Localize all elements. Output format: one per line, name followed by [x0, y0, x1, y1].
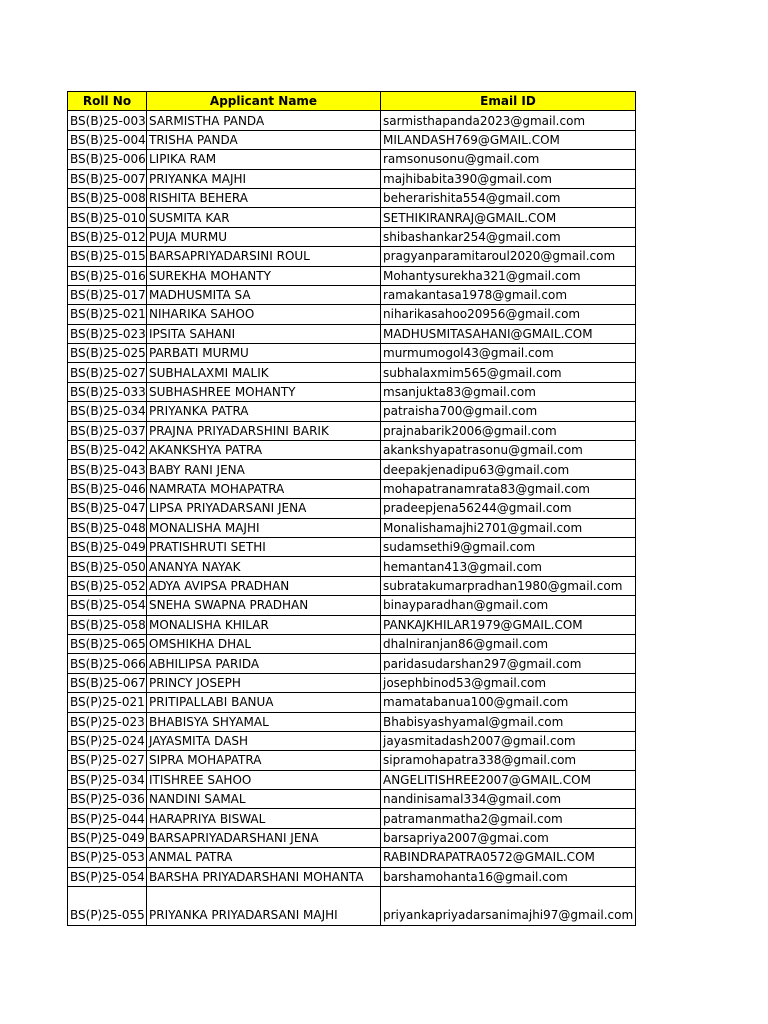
applicant-name-cell[interactable]: OMSHIKHA DHAL	[147, 634, 381, 653]
roll-no-cell[interactable]: BS(B)25-058	[68, 615, 147, 634]
email-cell[interactable]: ramakantasa1978@gmail.com	[381, 285, 636, 304]
email-cell[interactable]: shibashankar254@gmail.com	[381, 227, 636, 246]
roll-no-cell[interactable]: BS(B)25-042	[68, 441, 147, 460]
table-row	[68, 479, 636, 498]
email-cell[interactable]: sipramohapatra338@gmail.com	[381, 751, 636, 770]
email-cell[interactable]: nandinisamal334@gmail.com	[381, 790, 636, 809]
table-row	[68, 247, 636, 266]
email-cell[interactable]: hemantan413@gmail.com	[381, 557, 636, 576]
email-cell[interactable]: paridasudarshan297@gmail.com	[381, 654, 636, 673]
table-row	[68, 363, 636, 382]
email-cell[interactable]: sarmisthapanda2023@gmail.com	[381, 111, 636, 130]
table-row	[68, 770, 636, 789]
applicant-name-cell[interactable]: ADYA AVIPSA PRADHAN	[147, 576, 381, 595]
email-cell[interactable]: Mohantysurekha321@gmail.com	[381, 266, 636, 285]
table-row	[68, 537, 636, 556]
applicant-name-cell[interactable]: NAMRATA MOHAPATRA	[147, 479, 381, 498]
applicant-name-cell[interactable]: NIHARIKA SAHOO	[147, 305, 381, 324]
table-row	[68, 557, 636, 576]
table-row	[68, 111, 636, 130]
roll-no-cell[interactable]: BS(B)25-047	[68, 499, 147, 518]
roll-no-cell[interactable]: BS(P)25-021	[68, 693, 147, 712]
roll-no-cell[interactable]: BS(P)25-054	[68, 867, 147, 886]
email-cell[interactable]: majhibabita390@gmail.com	[381, 169, 636, 188]
email-cell[interactable]: pragyanparamitaroul2020@gmail.com	[381, 247, 636, 266]
roll-no-cell[interactable]: BS(B)25-046	[68, 479, 147, 498]
table-row	[68, 634, 636, 653]
table-row	[68, 790, 636, 809]
email-cell[interactable]: ramsonusonu@gmail.com	[381, 150, 636, 169]
roll-no-cell[interactable]: BS(B)25-017	[68, 285, 147, 304]
roll-no-cell[interactable]: BS(B)25-012	[68, 227, 147, 246]
table-row	[68, 266, 636, 285]
table-row	[68, 518, 636, 537]
table-row	[68, 654, 636, 673]
roll-no-cell[interactable]: BS(P)25-023	[68, 712, 147, 731]
email-cell[interactable]: dhalniranjan86@gmail.com	[381, 634, 636, 653]
roll-no-cell[interactable]: BS(B)25-034	[68, 402, 147, 421]
table-row	[68, 130, 636, 149]
roll-no-cell[interactable]: BS(B)25-007	[68, 169, 147, 188]
email-cell[interactable]: josephbinod53@gmail.com	[381, 673, 636, 692]
applicant-name-cell[interactable]: NANDINI SAMAL	[147, 790, 381, 809]
roll-no-cell[interactable]: BS(B)25-023	[68, 324, 147, 343]
applicant-name-cell[interactable]: BHABISYA SHYAMAL	[147, 712, 381, 731]
roll-no-cell[interactable]: BS(B)25-066	[68, 654, 147, 673]
roll-no-cell[interactable]: BS(B)25-006	[68, 150, 147, 169]
roll-no-cell[interactable]: BS(P)25-034	[68, 770, 147, 789]
roll-no-cell[interactable]: BS(B)25-015	[68, 247, 147, 266]
header-applicant-name[interactable]: Applicant Name	[147, 92, 381, 111]
table-row	[68, 441, 636, 460]
roll-no-cell[interactable]: BS(B)25-004	[68, 130, 147, 149]
applicant-name-cell[interactable]: PARBATI MURMU	[147, 344, 381, 363]
email-cell[interactable]: patramanmatha2@gmail.com	[381, 809, 636, 828]
roll-no-cell[interactable]: BS(B)25-050	[68, 557, 147, 576]
applicant-name-cell[interactable]: PRINCY JOSEPH	[147, 673, 381, 692]
applicant-table	[67, 91, 636, 926]
email-cell[interactable]: RABINDRAPATRA0572@GMAIL.COM	[381, 848, 636, 867]
roll-no-cell[interactable]: BS(B)25-065	[68, 634, 147, 653]
roll-no-cell[interactable]: BS(P)25-053	[68, 848, 147, 867]
applicant-name-cell[interactable]: ANANYA NAYAK	[147, 557, 381, 576]
table-row	[68, 809, 636, 828]
email-cell[interactable]: SETHIKIRANRAJ@GMAIL.COM	[381, 208, 636, 227]
email-cell[interactable]: barsapriya2007@gmai.com	[381, 828, 636, 847]
table-row	[68, 828, 636, 847]
applicant-name-cell[interactable]: ITISHREE SAHOO	[147, 770, 381, 789]
table-row	[68, 150, 636, 169]
table-row	[68, 499, 636, 518]
applicant-name-cell[interactable]: MONALISHA KHILAR	[147, 615, 381, 634]
table-row	[68, 615, 636, 634]
applicant-name-cell[interactable]: PRIYANKA MAJHI	[147, 169, 381, 188]
email-cell[interactable]: subratakumarpradhan1980@gmail.com	[381, 576, 636, 595]
email-cell[interactable]: subhalaxmim565@gmail.com	[381, 363, 636, 382]
applicant-name-cell[interactable]: BARSAPRIYADARSHANI JENA	[147, 828, 381, 847]
roll-no-cell[interactable]: BS(P)25-024	[68, 731, 147, 750]
roll-no-cell[interactable]: BS(P)25-044	[68, 809, 147, 828]
applicant-name-cell[interactable]: HARAPRIYA BISWAL	[147, 809, 381, 828]
roll-no-cell[interactable]: BS(B)25-049	[68, 537, 147, 556]
table-row	[68, 596, 636, 615]
roll-no-cell[interactable]: BS(B)25-067	[68, 673, 147, 692]
table-row	[68, 460, 636, 479]
email-cell[interactable]: binayparadhan@gmail.com	[381, 596, 636, 615]
email-cell[interactable]: Monalishamajhi2701@gmail.com	[381, 518, 636, 537]
applicant-name-cell[interactable]: SARMISTHA PANDA	[147, 111, 381, 130]
table-row	[68, 751, 636, 770]
email-cell[interactable]: pradeepjena56244@gmail.com	[381, 499, 636, 518]
roll-no-cell[interactable]: BS(B)25-003	[68, 111, 147, 130]
table-row	[68, 848, 636, 867]
email-cell[interactable]: MADHUSMITASAHANI@GMAIL.COM	[381, 324, 636, 343]
email-cell[interactable]: Bhabisyashyamal@gmail.com	[381, 712, 636, 731]
roll-no-cell[interactable]: BS(B)25-033	[68, 382, 147, 401]
table-row	[68, 576, 636, 595]
roll-no-cell[interactable]: BS(B)25-052	[68, 576, 147, 595]
applicant-name-cell[interactable]: ANMAL PATRA	[147, 848, 381, 867]
email-cell[interactable]: mohapatranamrata83@gmail.com	[381, 479, 636, 498]
roll-no-cell[interactable]: BS(B)25-025	[68, 344, 147, 363]
email-cell[interactable]: PANKAJKHILAR1979@GMAIL.COM	[381, 615, 636, 634]
applicant-name-cell[interactable]: PRITIPALLABI BANUA	[147, 693, 381, 712]
applicant-name-cell[interactable]: SUSMITA KAR	[147, 208, 381, 227]
applicant-name-cell[interactable]: LIPIKA RAM	[147, 150, 381, 169]
applicant-name-cell[interactable]: RISHITA BEHERA	[147, 188, 381, 207]
email-cell[interactable]: ANGELITISHREE2007@GMAIL.COM	[381, 770, 636, 789]
table-row	[68, 712, 636, 731]
email-cell[interactable]: patraisha700@gmail.com	[381, 402, 636, 421]
email-cell[interactable]: niharikasahoo20956@gmail.com	[381, 305, 636, 324]
email-cell[interactable]: msanjukta83@gmail.com	[381, 382, 636, 401]
header-email-id[interactable]: Email ID	[381, 92, 636, 111]
table-row	[68, 421, 636, 440]
applicant-name-cell[interactable]: PRAJNA PRIYADARSHINI BARIK	[147, 421, 381, 440]
table-row	[68, 382, 636, 401]
roll-no-cell[interactable]: BS(B)25-021	[68, 305, 147, 324]
table-row	[68, 867, 636, 886]
email-cell[interactable]: prajnabarik2006@gmail.com	[381, 421, 636, 440]
roll-no-cell[interactable]: BS(B)25-016	[68, 266, 147, 285]
applicant-name-cell[interactable]: LIPSA PRIYADARSANI JENA	[147, 499, 381, 518]
applicant-name-cell[interactable]: BARSHA PRIYADARSHANI MOHANTA	[147, 867, 381, 886]
table-row	[68, 673, 636, 692]
email-cell[interactable]: priyankapriyadarsanimajhi97@gmail.com	[381, 887, 636, 926]
email-cell[interactable]: beherarishita554@gmail.com	[381, 188, 636, 207]
table-row	[68, 169, 636, 188]
roll-no-cell[interactable]: BS(P)25-036	[68, 790, 147, 809]
header-roll-no[interactable]: Roll No	[68, 92, 147, 111]
table-row	[68, 887, 636, 926]
roll-no-cell[interactable]: BS(B)25-037	[68, 421, 147, 440]
applicant-name-cell[interactable]: SIPRA MOHAPATRA	[147, 751, 381, 770]
table-row	[68, 188, 636, 207]
applicant-name-cell[interactable]: MADHUSMITA SA	[147, 285, 381, 304]
applicant-name-cell[interactable]: JAYASMITA DASH	[147, 731, 381, 750]
applicant-name-cell[interactable]: PUJA MURMU	[147, 227, 381, 246]
roll-no-cell[interactable]: BS(B)25-048	[68, 518, 147, 537]
applicant-name-cell[interactable]: SUBHALAXMI MALIK	[147, 363, 381, 382]
roll-no-cell[interactable]: BS(P)25-027	[68, 751, 147, 770]
roll-no-cell[interactable]: BS(B)25-054	[68, 596, 147, 615]
email-cell[interactable]: sudamsethi9@gmail.com	[381, 537, 636, 556]
roll-no-cell[interactable]: BS(P)25-055	[68, 887, 147, 926]
applicant-name-cell[interactable]: AKANKSHYA PATRA	[147, 441, 381, 460]
email-cell[interactable]: mamatabanua100@gmail.com	[381, 693, 636, 712]
header-row	[68, 92, 636, 111]
roll-no-cell[interactable]: BS(P)25-049	[68, 828, 147, 847]
email-cell[interactable]: barshamohanta16@gmail.com	[381, 867, 636, 886]
applicant-name-cell[interactable]: SUBHASHREE MOHANTY	[147, 382, 381, 401]
email-cell[interactable]: MILANDASH769@GMAIL.COM	[381, 130, 636, 149]
applicant-name-cell[interactable]: ABHILIPSA PARIDA	[147, 654, 381, 673]
applicant-name-cell[interactable]: BABY RANI JENA	[147, 460, 381, 479]
table-row	[68, 227, 636, 246]
email-cell[interactable]: deepakjenadipu63@gmail.com	[381, 460, 636, 479]
email-cell[interactable]: murmumogol43@gmail.com	[381, 344, 636, 363]
table-row	[68, 324, 636, 343]
applicant-name-cell[interactable]: MONALISHA MAJHI	[147, 518, 381, 537]
roll-no-cell[interactable]: BS(B)25-043	[68, 460, 147, 479]
applicant-name-cell[interactable]: PRIYANKA PATRA	[147, 402, 381, 421]
roll-no-cell[interactable]: BS(B)25-008	[68, 188, 147, 207]
table-row	[68, 402, 636, 421]
table-row	[68, 208, 636, 227]
applicant-name-cell[interactable]: PRIYANKA PRIYADARSANI MAJHI	[147, 887, 381, 926]
applicant-name-cell[interactable]: TRISHA PANDA	[147, 130, 381, 149]
applicant-name-cell[interactable]: SNEHA SWAPNA PRADHAN	[147, 596, 381, 615]
table-row	[68, 285, 636, 304]
applicant-name-cell[interactable]: PRATISHRUTI SETHI	[147, 537, 381, 556]
table-row	[68, 731, 636, 750]
email-cell[interactable]: akankshyapatrasonu@gmail.com	[381, 441, 636, 460]
roll-no-cell[interactable]: BS(B)25-027	[68, 363, 147, 382]
email-cell[interactable]: jayasmitadash2007@gmail.com	[381, 731, 636, 750]
roll-no-cell[interactable]: BS(B)25-010	[68, 208, 147, 227]
table-row	[68, 344, 636, 363]
applicant-name-cell[interactable]: SUREKHA MOHANTY	[147, 266, 381, 285]
table-row	[68, 693, 636, 712]
applicant-name-cell[interactable]: BARSAPRIYADARSINI ROUL	[147, 247, 381, 266]
applicant-name-cell[interactable]: IPSITA SAHANI	[147, 324, 381, 343]
table-row	[68, 305, 636, 324]
